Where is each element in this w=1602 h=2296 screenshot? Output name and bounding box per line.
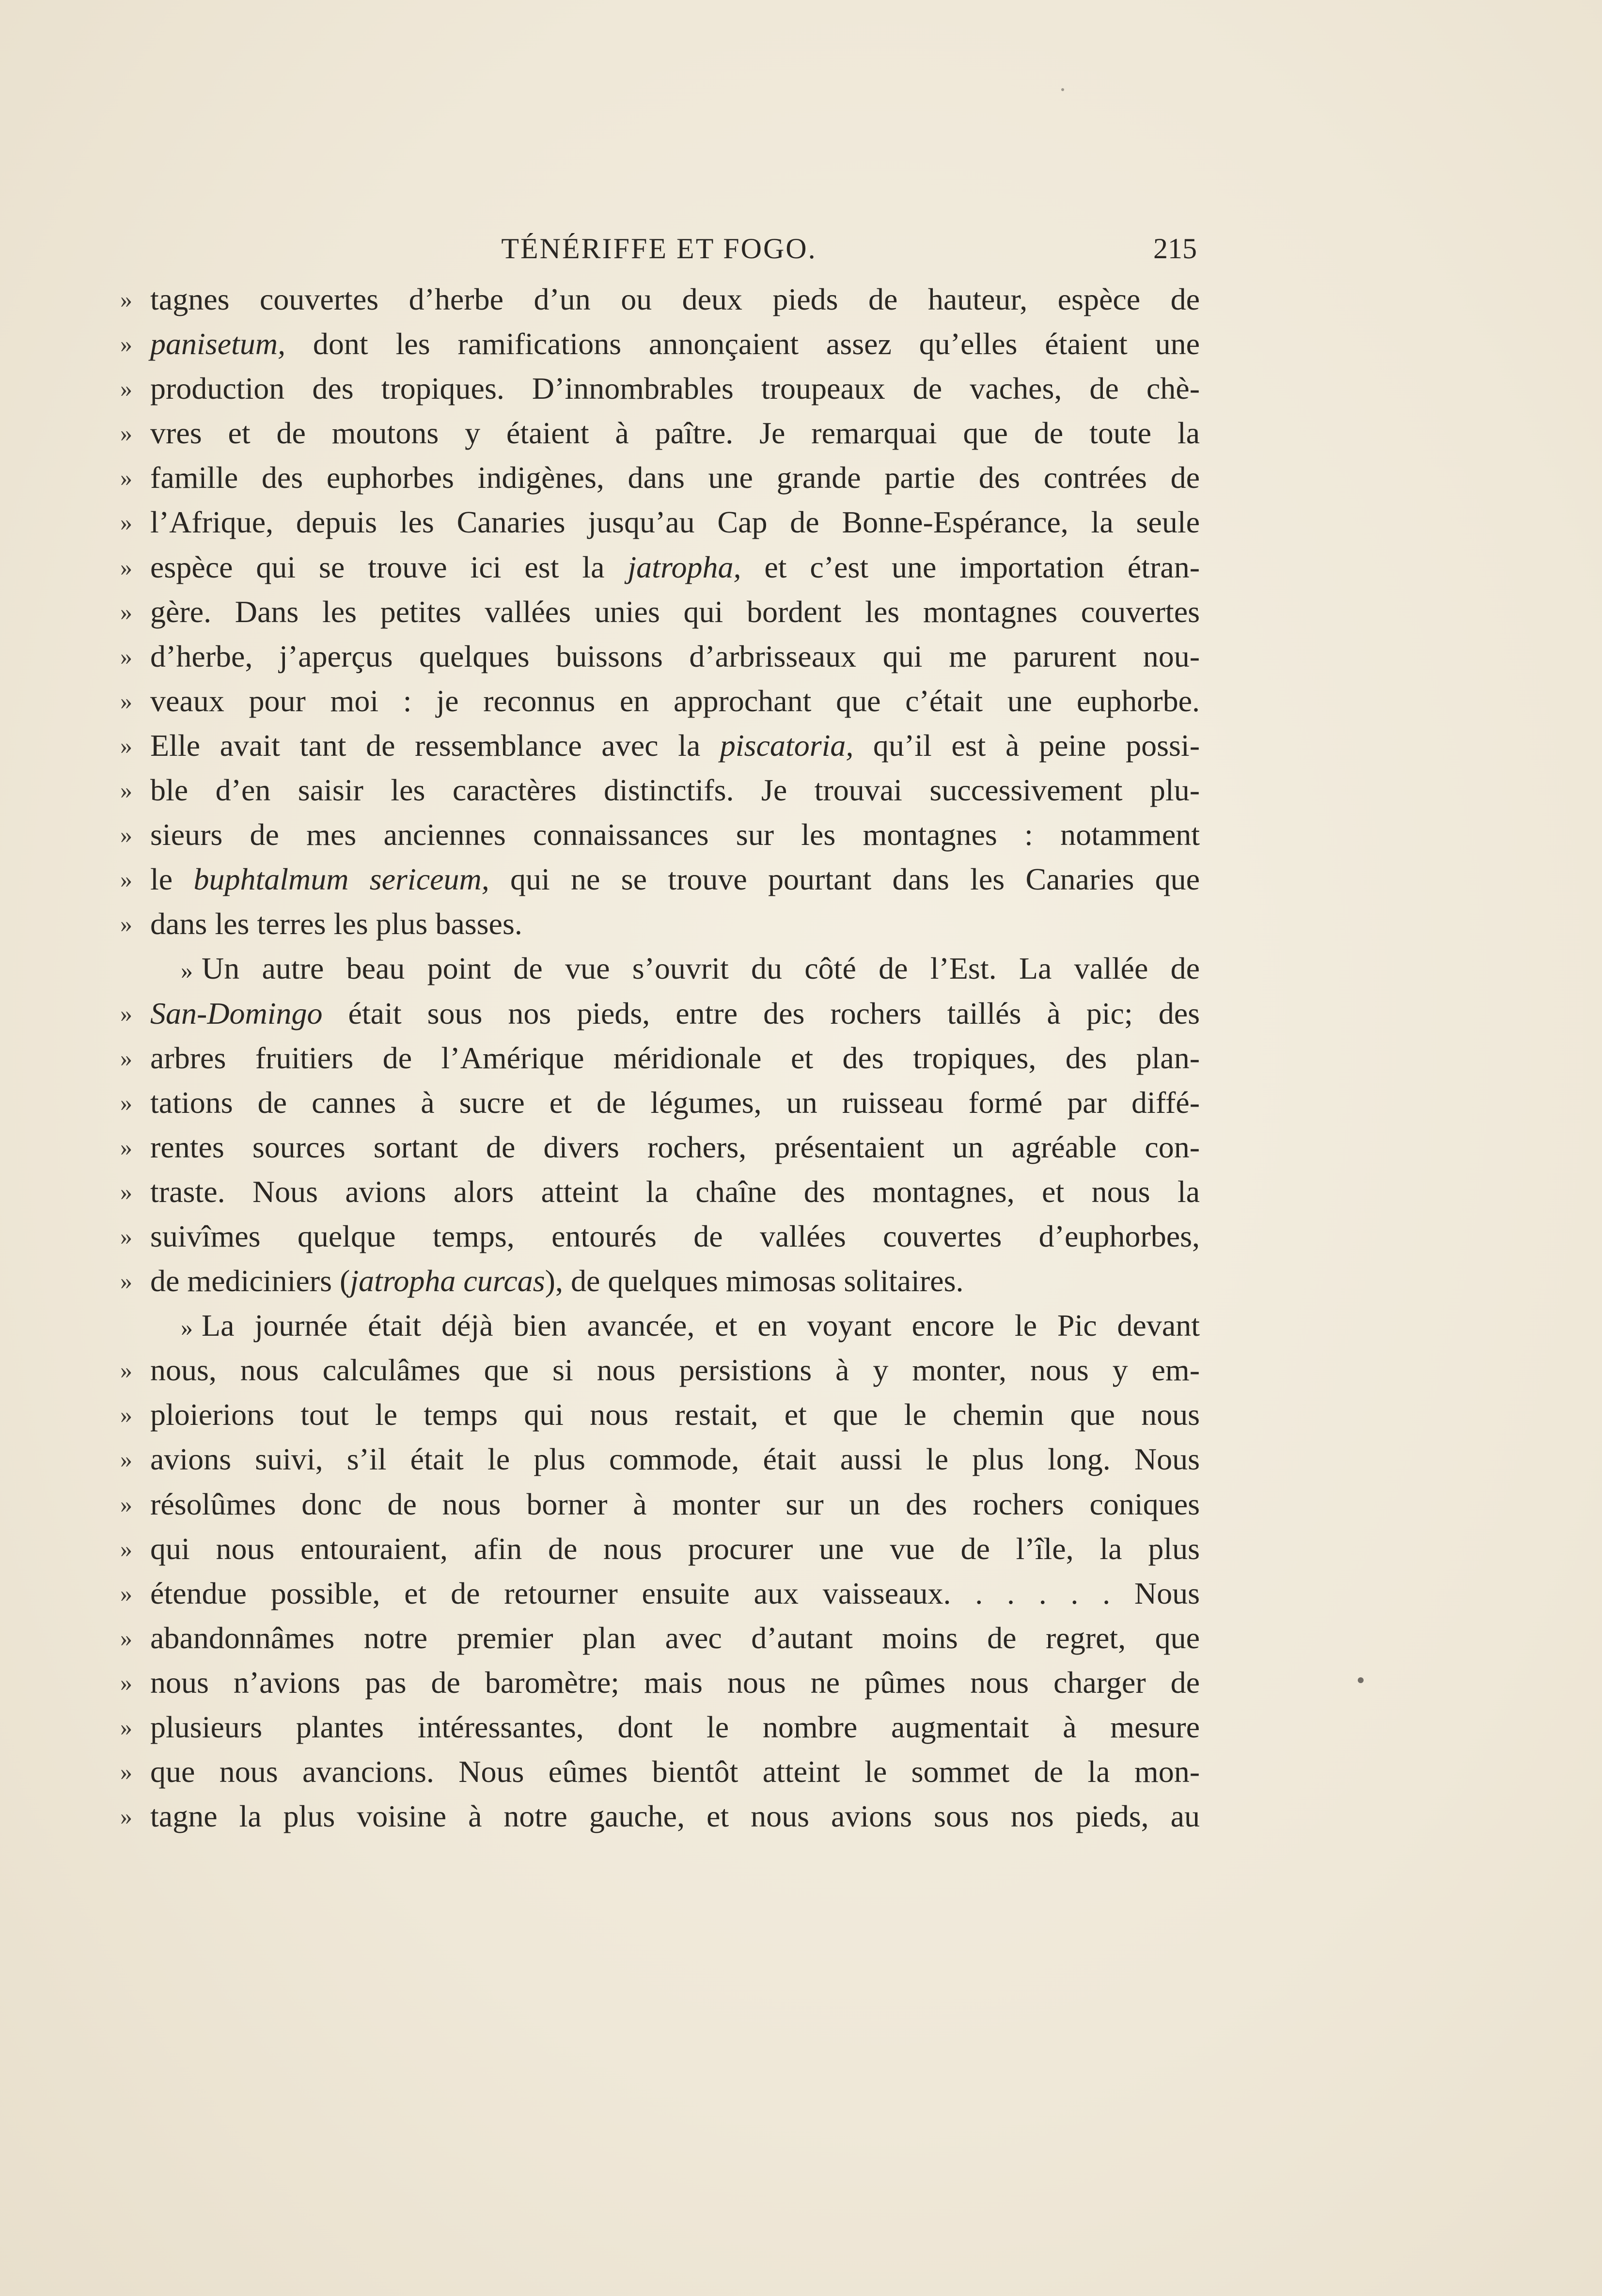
text-line <box>120 1660 1201 1705</box>
line-text <box>150 1125 1200 1170</box>
text-line <box>120 1080 1201 1125</box>
text-segment: Un autre beau point de vue s’ouvrit du côté de l’Est. La vallée de <box>202 951 1200 986</box>
line-text <box>150 500 1200 545</box>
text-line <box>120 902 1201 946</box>
quote-mark: » <box>120 1401 132 1429</box>
text-line <box>120 1616 1201 1660</box>
text-segment: espèce qui se trouve ici est la <box>150 549 628 584</box>
quote-mark: » <box>120 1669 132 1696</box>
line-text <box>150 768 1200 812</box>
line-text <box>150 1527 1200 1571</box>
text-segment: nous n’avions pas de baromètre; mais nous ne pûmes nous charger de <box>150 1665 1200 1700</box>
text-segment: sieurs de mes anciennes connaissances sur les montagnes : notamment <box>150 817 1200 852</box>
text-segment: d’herbe, j’aperçus quelques buissons d’arbrisseaux qui me parurent nou- <box>150 639 1200 673</box>
line-text <box>181 946 1200 993</box>
line-text <box>150 1259 1200 1303</box>
text-line <box>120 277 1201 322</box>
text-line <box>120 1392 1201 1437</box>
text-segment: plusieurs plantes intéressantes, dont le nombre augmentait à mesure <box>150 1710 1200 1744</box>
italic-term: jatropha curcas <box>350 1264 545 1298</box>
text-segment: tations de cannes à sucre et de légumes, un ruisseau formé par diffé- <box>150 1085 1200 1120</box>
line-text <box>150 1705 1200 1749</box>
text-segment: Elle avait tant de ressemblance avec la <box>150 728 720 763</box>
text-line <box>120 1749 1201 1794</box>
text-segment: arbres fruitiers de l’Amérique méridionale et des tropiques, des plan- <box>150 1040 1200 1075</box>
quote-mark: » <box>120 1044 132 1072</box>
line-text <box>150 1170 1200 1214</box>
line-text <box>150 366 1200 411</box>
text-segment: abandonnâmes notre premier plan avec d’autant moins de regret, que <box>150 1620 1200 1655</box>
quote-mark: » <box>120 777 132 804</box>
line-text <box>150 1036 1200 1080</box>
text-line <box>120 1348 1201 1392</box>
paper-speck <box>1061 88 1064 91</box>
text-segment: avions suivi, s’il était le plus commode, était aussi le plus long. Nous <box>150 1442 1200 1477</box>
quote-mark: » <box>120 910 132 938</box>
quote-mark: » <box>120 286 132 313</box>
text-line <box>120 1705 1201 1749</box>
line-text <box>150 902 1200 946</box>
quote-mark: » <box>120 1535 132 1562</box>
text-segment: et c’est une importation étran- <box>741 549 1200 584</box>
text-segment: La journée était déjà bien avancée, et en voyant encore le Pic devant <box>202 1308 1200 1343</box>
text-segment: rentes sources sortant de divers rochers, présentaient un agréable con- <box>150 1129 1200 1164</box>
text-segment: dont les ramifications annonçaient assez qu’elles étaient une <box>285 327 1200 361</box>
text-segment: nous, nous calculâmes que si nous persistions à y monter, nous y em- <box>150 1353 1200 1388</box>
text-segment: l’Afrique, depuis les Canaries jusqu’au Cap de Bonne-Espérance, la seule <box>150 505 1200 540</box>
line-text <box>150 679 1200 723</box>
text-line <box>120 455 1201 500</box>
text-line <box>120 1794 1201 1839</box>
text-segment: dans les terres les plus basses. <box>150 906 522 941</box>
text-segment: qui ne se trouve pourtant dans les Canaries que <box>489 862 1200 897</box>
line-text <box>150 1749 1200 1794</box>
page-number: 215 <box>1153 233 1197 265</box>
quote-mark: » <box>120 1133 132 1161</box>
italic-term: San-Domingo <box>150 996 323 1031</box>
quote-mark: » <box>120 1222 132 1250</box>
line-text <box>150 1794 1200 1839</box>
quote-mark: » <box>120 1579 132 1607</box>
line-text <box>150 812 1200 857</box>
quote-mark: » <box>120 330 132 358</box>
quote-mark: » <box>120 420 132 447</box>
text-line <box>120 1482 1201 1527</box>
quote-mark: » <box>120 509 132 536</box>
text-segment: vres et de moutons y étaient à paître. Je remarquai que de toute la <box>150 416 1200 451</box>
line-text <box>150 545 1200 590</box>
text-line <box>120 1125 1201 1170</box>
quote-mark: » <box>120 1089 132 1116</box>
quote-mark: » <box>120 464 132 492</box>
line-text <box>150 634 1200 679</box>
text-segment: étendue possible, et de retourner ensuite aux vaisseaux. . . . . . Nous <box>150 1576 1200 1610</box>
text-line <box>120 1170 1201 1214</box>
quote-mark: » <box>120 642 132 670</box>
quote-mark: » <box>120 732 132 759</box>
quote-mark: » <box>120 1000 132 1027</box>
text-segment: qu’il est à peine possi- <box>853 728 1200 763</box>
line-text <box>150 723 1200 768</box>
text-line <box>120 1259 1201 1303</box>
line-text <box>150 1437 1200 1482</box>
italic-term: buphtalmum sericeum, <box>193 862 489 897</box>
line-text <box>150 455 1200 500</box>
line-text <box>150 1660 1200 1705</box>
quote-mark: » <box>120 553 132 581</box>
quote-mark: » <box>120 1803 132 1830</box>
text-segment: était sous nos pieds, entre des rochers taillés à pic; des <box>322 996 1200 1031</box>
text-segment: le <box>150 862 194 897</box>
text-segment: famille des euphorbes indigènes, dans une grande partie des contrées de <box>150 460 1200 495</box>
line-text <box>150 411 1200 455</box>
text-line <box>120 545 1201 590</box>
text-line <box>120 1571 1201 1616</box>
line-text <box>150 1348 1200 1392</box>
line-text <box>150 991 1200 1036</box>
text-line <box>120 500 1201 545</box>
text-line <box>120 1303 1201 1348</box>
text-segment: ploierions tout le temps qui nous restait, et que le chemin que nous <box>150 1397 1200 1432</box>
quote-mark: » <box>120 1267 132 1295</box>
quote-mark: » <box>120 1357 132 1384</box>
text-line <box>120 991 1201 1036</box>
text-line <box>120 812 1201 857</box>
italic-term: panisetum, <box>150 327 286 361</box>
line-text <box>150 1482 1200 1527</box>
text-segment: production des tropiques. D’innombrables troupeaux de vaches, de chè- <box>150 371 1200 406</box>
line-text <box>181 1303 1200 1350</box>
line-text <box>150 590 1200 634</box>
running-header <box>126 227 1197 270</box>
text-line <box>120 1527 1201 1571</box>
text-segment: veaux pour moi : je reconnus en approchant que c’était une euphorbe. <box>150 683 1200 718</box>
line-text <box>150 1080 1200 1125</box>
text-segment: qui nous entouraient, afin de nous procurer une vue de l’île, la plus <box>150 1531 1200 1566</box>
text-segment: tagnes couvertes d’herbe d’un ou deux pieds de hauteur, espèce de <box>150 282 1200 316</box>
paragraph-quote-mark: » <box>181 957 193 984</box>
quote-mark: » <box>120 866 132 893</box>
text-segment: traste. Nous avions alors atteint la chaîne des montagnes, et nous la <box>150 1174 1200 1209</box>
line-text <box>150 857 1200 902</box>
text-segment: de mediciniers ( <box>150 1264 350 1298</box>
text-segment: gère. Dans les petites vallées unies qui bordent les montagnes couvertes <box>150 594 1200 629</box>
text-segment: ble d’en saisir les caractères distinctifs. Je trouvai successivement plu- <box>150 773 1200 808</box>
quote-mark: » <box>120 1624 132 1652</box>
quote-mark: » <box>120 1758 132 1786</box>
text-line <box>120 1214 1201 1259</box>
text-segment: ), de quelques mimosas solitaires. <box>545 1264 964 1298</box>
text-segment: que nous avancions. Nous eûmes bientôt atteint le sommet de la mon- <box>150 1754 1200 1789</box>
line-text <box>150 1571 1200 1616</box>
running-title: TÉNÉRIFFE ET FOGO. <box>501 233 817 265</box>
quote-mark: » <box>120 375 132 403</box>
text-line <box>120 590 1201 634</box>
line-text <box>150 1616 1200 1660</box>
quote-mark: » <box>120 687 132 715</box>
line-text <box>150 322 1200 366</box>
paragraph-quote-mark: » <box>181 1314 193 1342</box>
text-line <box>120 946 1201 991</box>
text-segment: suivîmes quelque temps, entourés de vallées couvertes d’euphorbes, <box>150 1218 1200 1253</box>
text-line <box>120 857 1201 902</box>
text-line <box>120 1036 1201 1080</box>
text-line <box>120 1437 1201 1482</box>
quote-mark: » <box>120 1178 132 1205</box>
text-segment: tagne la plus voisine à notre gauche, et nous avions sous nos pieds, au <box>150 1799 1200 1834</box>
text-line <box>120 679 1201 723</box>
text-line <box>120 322 1201 366</box>
line-text <box>150 1392 1200 1437</box>
paper-speck <box>1358 1677 1364 1683</box>
quote-mark: » <box>120 598 132 625</box>
text-segment: résolûmes donc de nous borner à monter sur un des rochers coniques <box>150 1486 1200 1521</box>
quote-mark: » <box>120 1714 132 1741</box>
line-text <box>150 277 1200 322</box>
line-text <box>150 1214 1200 1259</box>
quote-mark: » <box>120 1490 132 1518</box>
quote-mark: » <box>120 1446 132 1473</box>
italic-term: jatropha, <box>628 549 741 584</box>
quote-mark: » <box>120 821 132 849</box>
italic-term: piscatoria, <box>720 728 854 763</box>
text-line <box>120 723 1201 768</box>
body-text <box>120 277 1201 1839</box>
text-line <box>120 366 1201 411</box>
text-line <box>120 768 1201 812</box>
text-line <box>120 634 1201 679</box>
text-line <box>120 411 1201 455</box>
